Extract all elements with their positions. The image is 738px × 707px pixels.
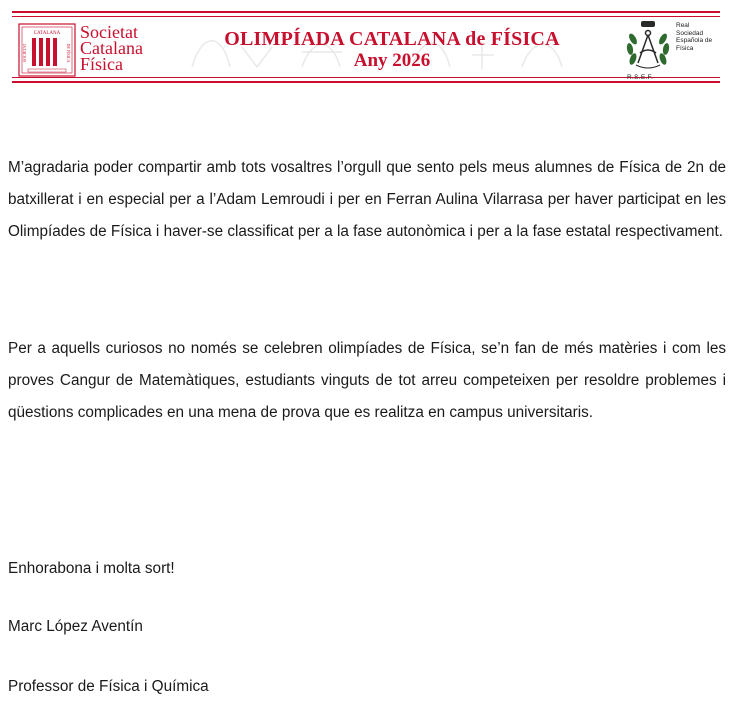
letterhead-banner — [12, 11, 720, 83]
scf-name — [80, 24, 143, 72]
signature-name: Marc López Aventín — [8, 618, 143, 635]
rsef-name — [676, 22, 720, 52]
paragraph-curious: Per a aquells curiosos no només se celebren olimpíades de Física, se’n fan de més matèries i com les proves Cangur de Matemàtiques, estudiants vinguts de tot arreu competeixen per resoldre problemes i qüestions complicades en una mena de prova que es realitza en campus universitaris. — [8, 340, 726, 421]
rsef-name-line-3: Española de — [676, 37, 713, 45]
rsef-name-line-2: Sociedad — [676, 29, 704, 37]
scf-name-line-3: Física — [80, 54, 123, 74]
scf-name-line-1: Societat — [80, 22, 138, 42]
scf-seal-icon — [18, 23, 76, 77]
rsef-logo — [624, 19, 718, 81]
banner-top-rule — [12, 16, 720, 17]
letterhead-title-block — [192, 28, 592, 71]
closing-line: Enhorabona i molta sort! — [8, 560, 175, 577]
rsef-name-line-1: Real — [676, 22, 690, 29]
scf-name-line-2: Catalana — [80, 38, 143, 58]
scf-logo — [18, 23, 168, 79]
seal-left-text: SOCIETAT — [22, 43, 27, 63]
rsef-name-line-4: Física — [676, 44, 694, 52]
paragraph-pride: M’agradaria poder compartir amb tots vosaltres l’orgull que sento pels meus alumnes de Física de 2n de batxillerat i en especial per a l’Adam Lemroudi i per en Ferran Aulina Vilarrasa per haver participat en les Olimpíades de Física i haver-se classificat per a la fase autonòmica i per a la fase estatal respectivament. — [8, 159, 726, 240]
letterhead-subtitle: Any 2026 — [353, 50, 431, 71]
seal-right-text: DE FÍSICA — [66, 43, 71, 63]
rsef-abbreviation: R.S.E.F. — [627, 74, 654, 81]
signature-role: Professor de Física i Química — [8, 678, 209, 695]
seal-top-text: CATALANA — [33, 31, 61, 36]
rsef-emblem-icon — [624, 19, 672, 75]
letterhead-title: OLIMPÍADA CATALANA de FÍSICA — [224, 28, 560, 50]
